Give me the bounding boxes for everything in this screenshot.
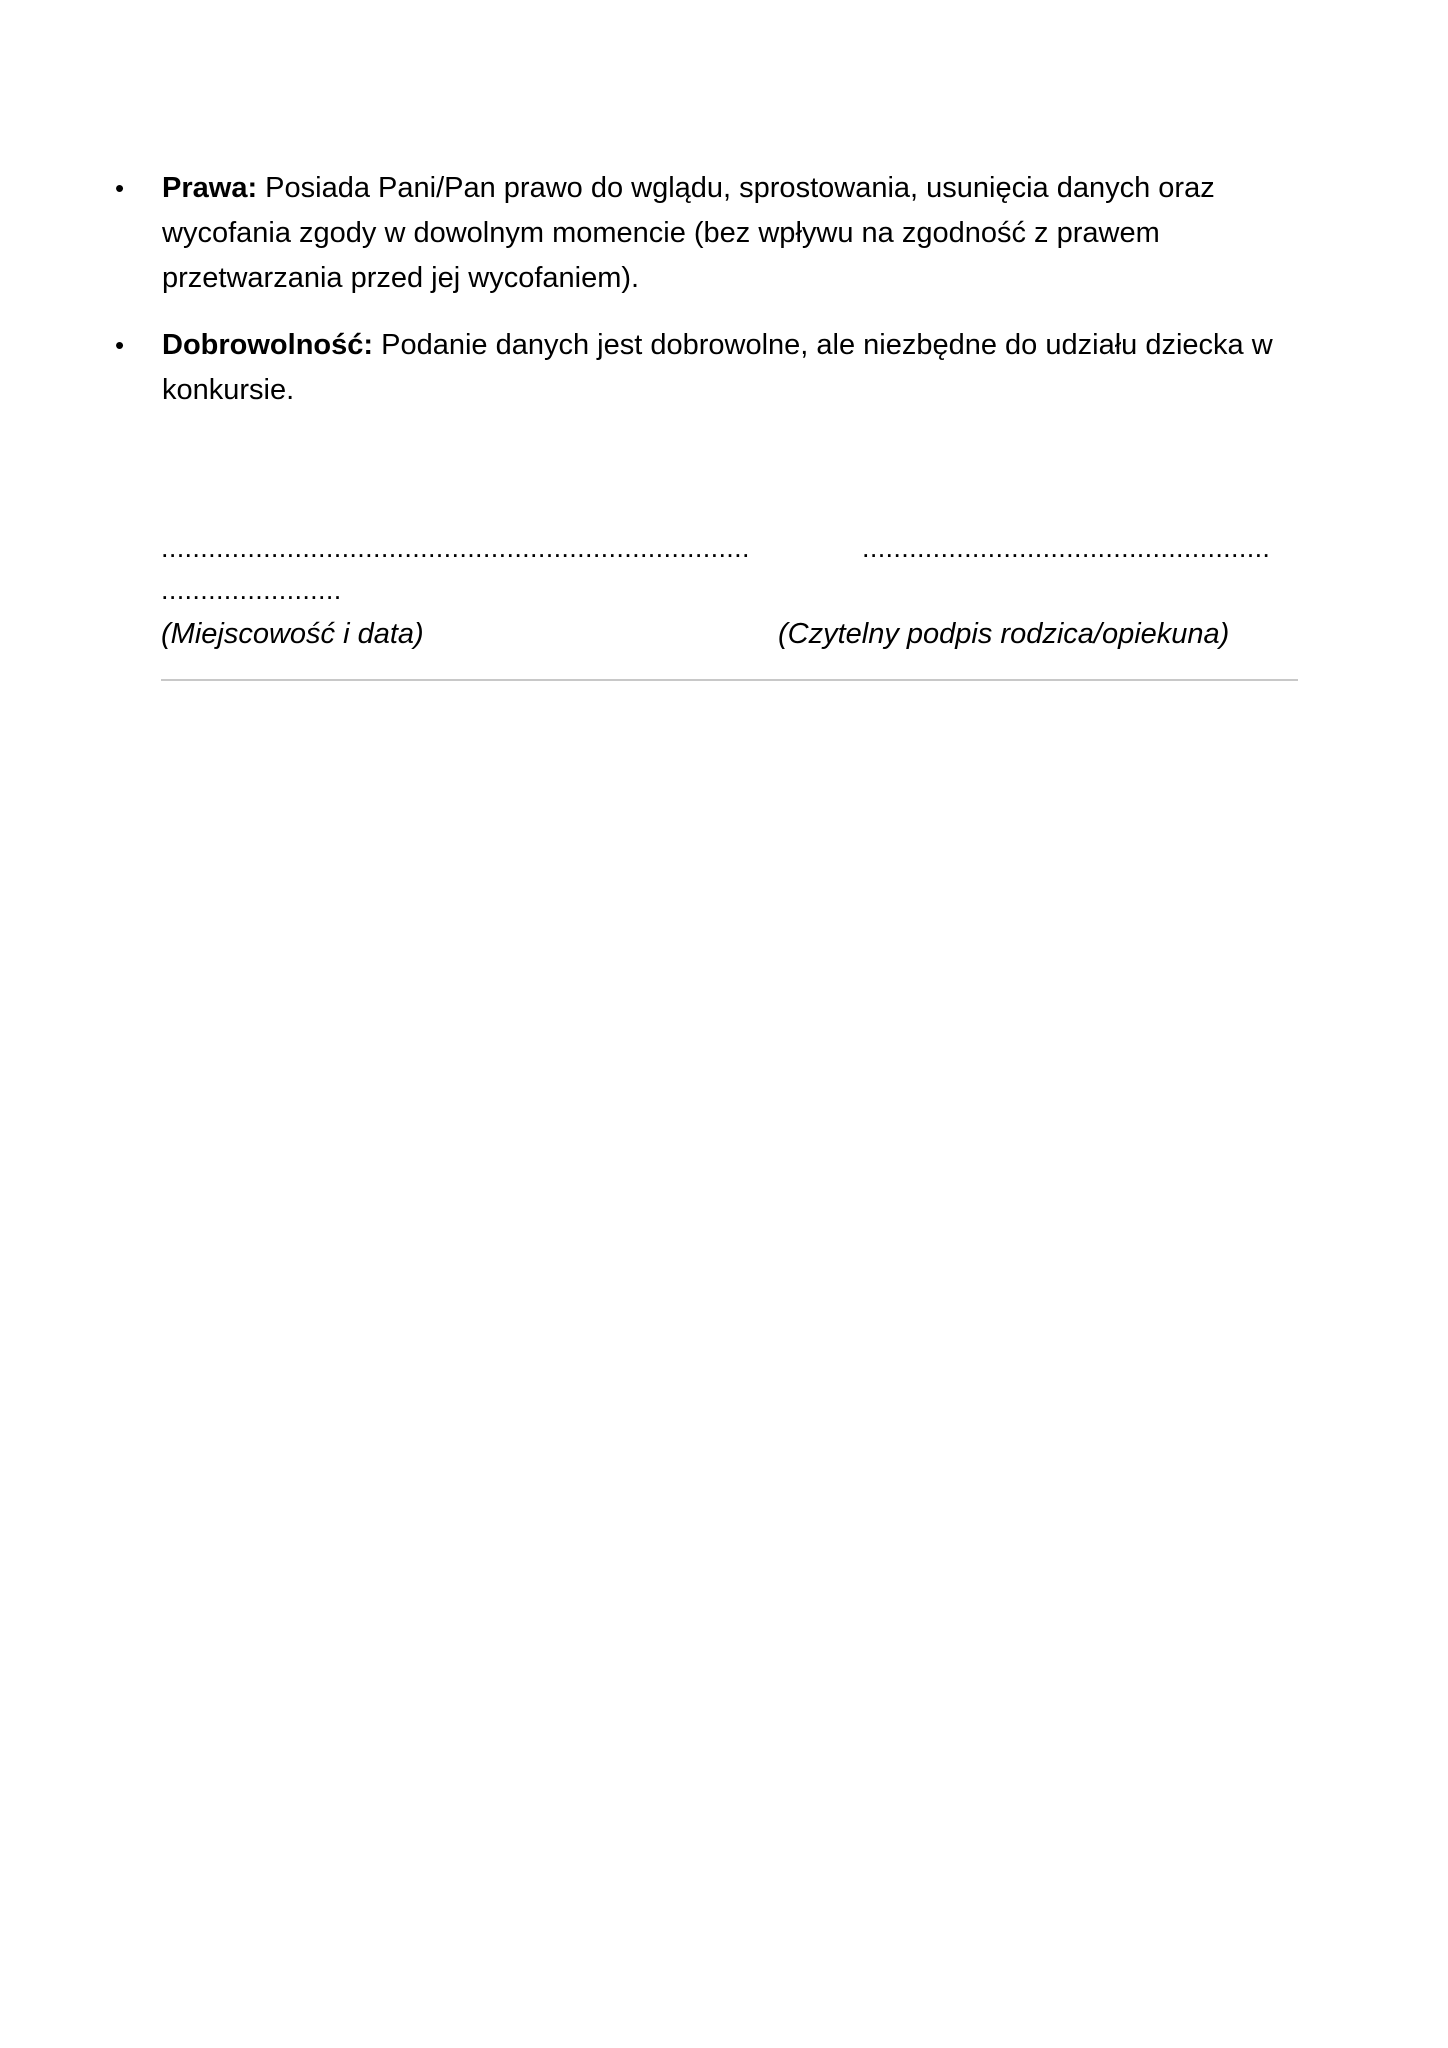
section-divider — [161, 679, 1298, 681]
signature-dotted-line: .................................................... — [862, 533, 1271, 563]
term-voluntariness: Dobrowolność: — [162, 329, 374, 361]
list-item-voluntariness — [0, 323, 1302, 413]
bullet-icon: • — [115, 173, 125, 203]
text-voluntariness: Podanie danych jest dobrowolne, ale niezbędne do udziału dziecka w konkursie. — [162, 329, 1273, 406]
rights-list — [0, 166, 1448, 413]
signature-dotted-line-continuation: ....................... — [161, 575, 342, 605]
bullet-icon: • — [115, 330, 125, 360]
list-item-rights — [0, 166, 1302, 301]
term-rights: Prawa: — [162, 172, 258, 204]
place-date-caption: (Miejscowość i data) — [161, 618, 424, 650]
text-rights: Posiada Pani/Pan prawo do wglądu, sprostowania, usunięcia danych oraz wycofania zgody w dowolnym momencie (bez wpływu na zgodność z prawem przetwarzania przed jej wycofaniem). — [162, 172, 1215, 294]
signature-caption: (Czytelny podpis rodzica/opiekuna) — [778, 618, 1230, 650]
place-date-dotted-line: ........................................................................... — [161, 533, 750, 563]
